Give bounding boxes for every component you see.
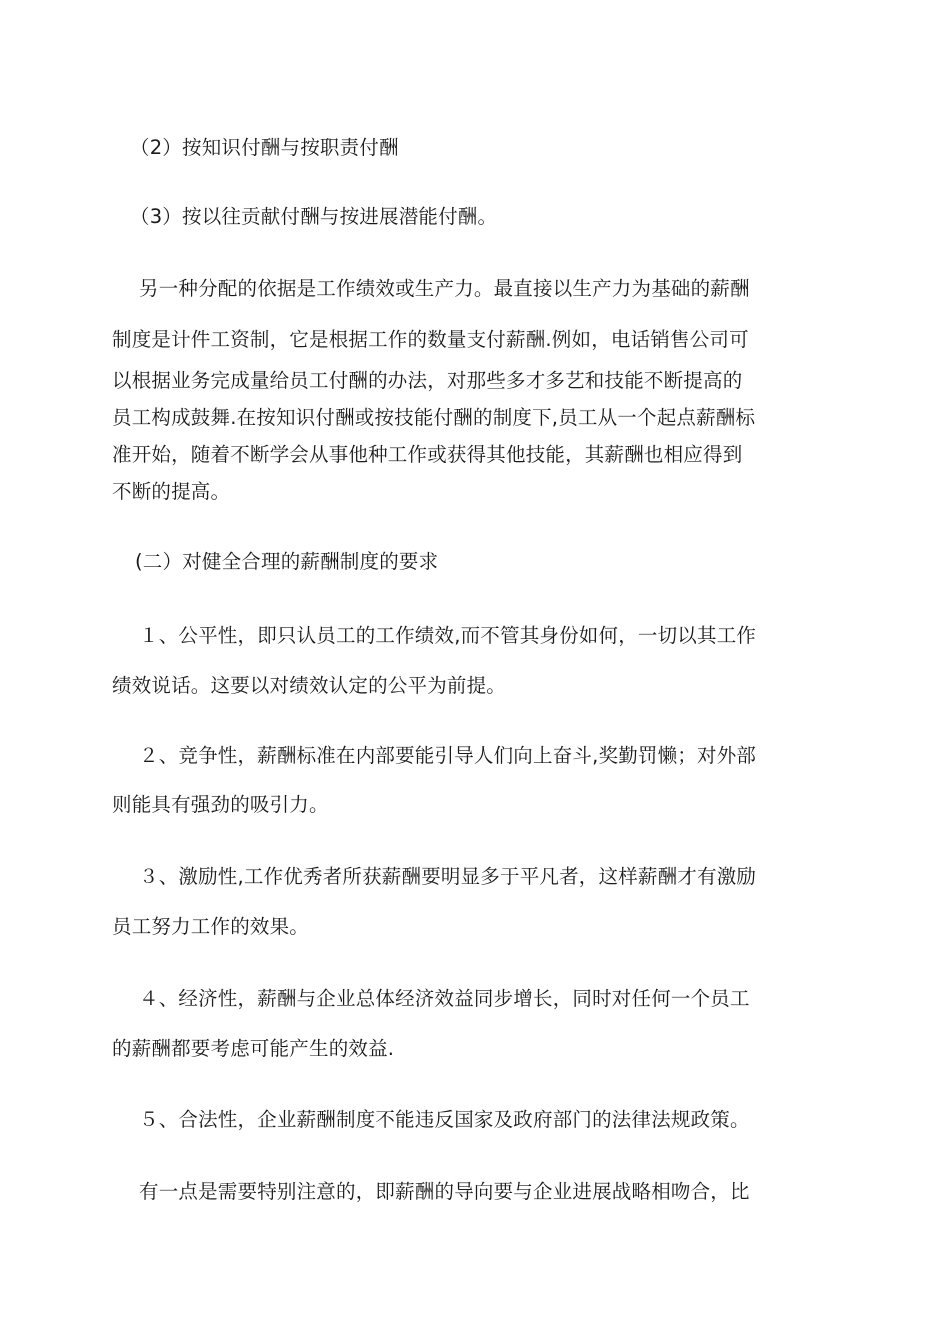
section-heading: (二）对健全合理的薪酬制度的要求	[135, 550, 439, 573]
requirement-line: 绩效说话。这要以对绩效认定的公平为前提。	[112, 674, 507, 697]
requirement-line: ２、竞争性，薪酬标准在内部要能引导人们向上奋斗,奖勤罚懒；对外部	[139, 744, 757, 767]
paragraph-line: 制度是计件工资制，它是根据工作的数量支付薪酬.例如，电话销售公司可	[112, 328, 749, 351]
paragraph-line: 员工构成鼓舞.在按知识付酬或按技能付酬的制度下,员工从一个起点薪酬标	[112, 406, 756, 429]
requirement-line: １、公平性，即只认员工的工作绩效,而不管其身份如何，一切以其工作	[139, 624, 757, 647]
paragraph-line: 以根据业务完成量给员工付酬的办法，对那些多才多艺和技能不断提高的	[112, 369, 743, 392]
requirement-line: ４、经济性，薪酬与企业总体经济效益同步增长，同时对任何一个员工	[139, 987, 750, 1010]
paragraph-line: 准开始，随着不断学会从事他种工作或获得其他技能，其薪酬也相应得到	[112, 443, 743, 466]
requirement-line: 员工努力工作的效果。	[112, 915, 310, 938]
requirement-line: ５、合法性，企业薪酬制度不能违反国家及政府部门的法律法规政策。	[139, 1108, 750, 1131]
closing-paragraph-line: 有一点是需要特别注意的，即薪酬的导向要与企业进展战略相吻合，比	[139, 1180, 750, 1203]
paragraph-line: 另一种分配的依据是工作绩效或生产力。最直接以生产力为基础的薪酬	[139, 277, 750, 300]
list-item-3: （3）按以往贡献付酬与按进展潜能付酬。	[130, 205, 498, 228]
requirement-line: 则能具有强劲的吸引力。	[112, 793, 329, 816]
requirement-line: 的薪酬都要考虑可能产生的效益.	[112, 1037, 395, 1060]
requirement-line: ３、激励性,工作优秀者所获薪酬要明显多于平凡者，这样薪酬才有激励	[139, 865, 757, 888]
paragraph-line: 不断的提高。	[112, 480, 231, 503]
list-item-2: （2）按知识付酬与按职责付酬	[130, 136, 399, 159]
